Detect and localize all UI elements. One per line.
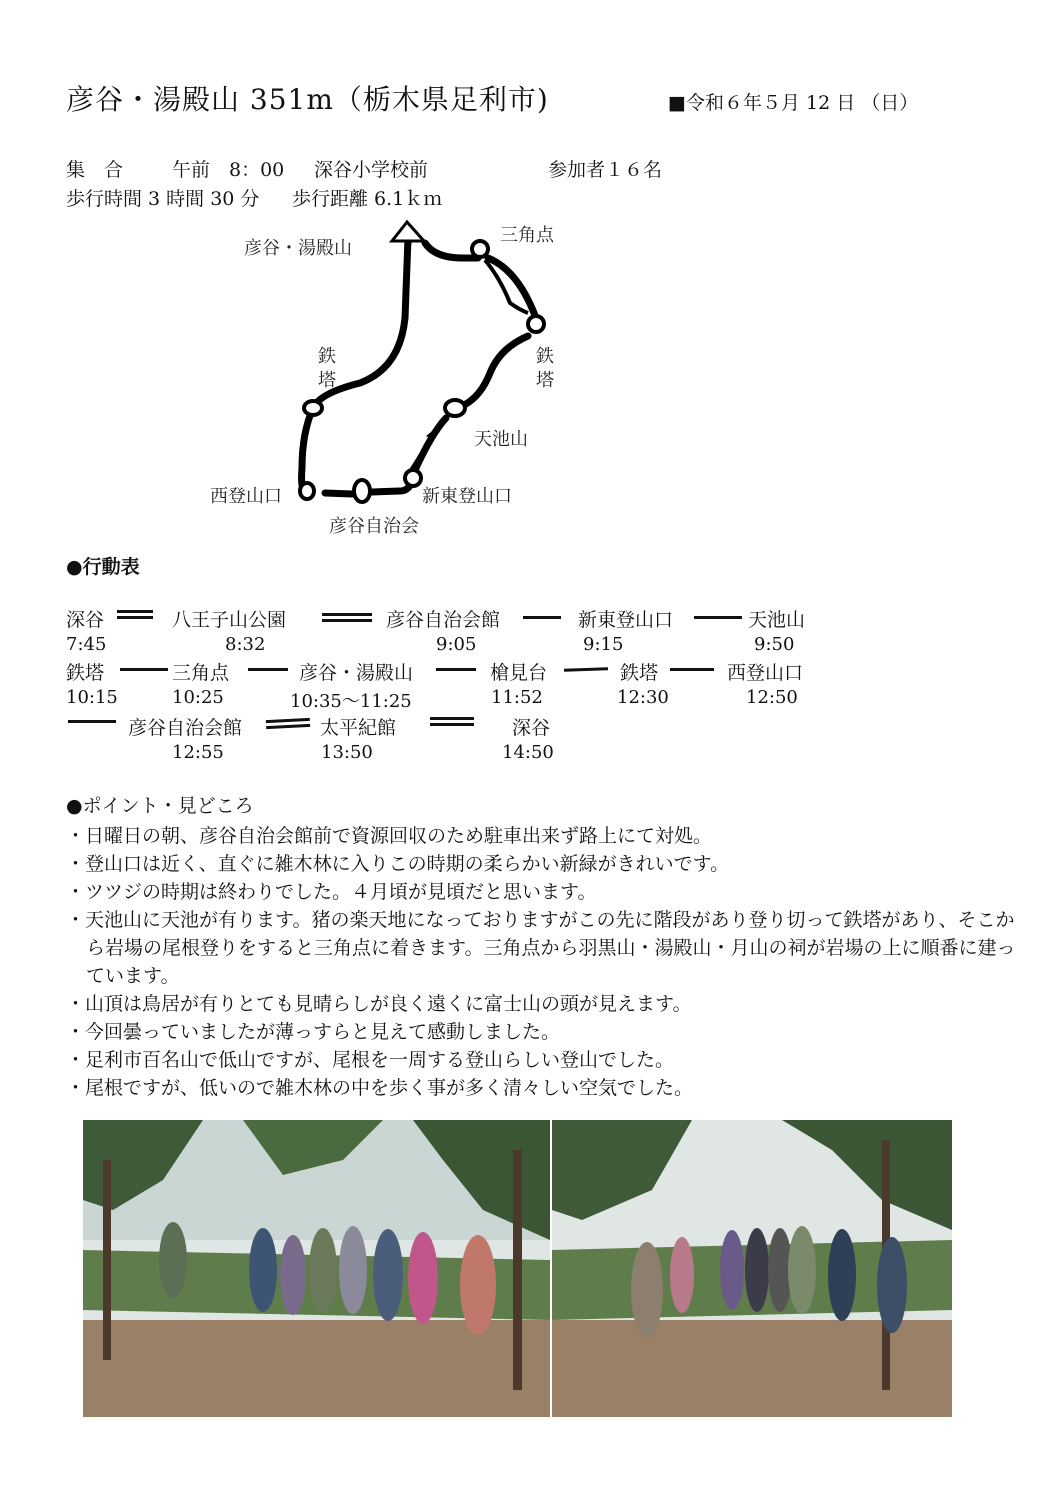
schedule-time: 8:32: [225, 634, 266, 655]
map-label-triangulation: 三角点: [500, 225, 554, 246]
map-label-tower-right-2: 塔: [536, 370, 554, 391]
map-label-tower-right-1: 鉄: [536, 346, 554, 367]
participants: 参加者１６名: [548, 159, 663, 181]
route-line-double: [266, 718, 310, 729]
points-section: [66, 792, 1016, 1102]
schedule-time: 10:15: [66, 687, 118, 708]
map-label-west-trailhead: 西登山口: [210, 486, 282, 507]
schedule-time: 10:35～11:25: [290, 691, 412, 712]
route-line-double: [322, 613, 372, 622]
route-line-single: [248, 668, 288, 671]
new-east-trailhead-node: [405, 470, 421, 486]
schedule-time: 12:50: [746, 687, 798, 708]
west-trailhead-node: [300, 483, 314, 499]
list-item: ・今回曇っていましたが薄っすらと見えて感動しました。: [66, 1021, 561, 1043]
map-label-hall: 彦谷自治会: [329, 516, 419, 537]
walking-distance: 歩行距離 6.1ｋｍ: [292, 188, 443, 210]
schedule-time: 9:15: [583, 634, 624, 655]
meeting-time: 午前 8：00: [172, 159, 285, 181]
tower-left-node: [304, 401, 322, 415]
map-label-summit: 彦谷・湯殿山: [244, 238, 352, 259]
route-line-single: [670, 668, 714, 671]
schedule-time: 12:55: [172, 742, 224, 763]
map-label-tower-left-1: 鉄: [318, 346, 336, 367]
list-item: ・登山口は近く、直ぐに雑木林に入りこの時期の柔らかい新緑がきれいです。: [66, 853, 730, 875]
schedule-time: 11:52: [491, 687, 543, 708]
schedule-time: 12:30: [617, 687, 669, 708]
hall-node: [354, 480, 370, 502]
route-line-single: [120, 668, 168, 671]
route-line-single: [436, 668, 476, 671]
amaike-node: [445, 400, 465, 416]
schedule-place: 槍見台: [490, 662, 548, 684]
schedule-time: 10:25: [172, 687, 224, 708]
schedule-time: 7:45: [66, 634, 107, 655]
list-item: ・足利市百名山で低山ですが、尾根を一周する登山らしい登山でした。: [66, 1049, 675, 1071]
list-item: ・尾根ですが、低いので雑木林の中を歩く事が多く清々しい空気でした。: [66, 1077, 694, 1099]
route-line-single: [68, 720, 116, 723]
page-title: 彦谷・湯殿山 351m（栃木県足利市): [66, 83, 549, 116]
list-item: ・ツツジの時期は終わりでした。４月頃が見頃だと思います。: [66, 881, 597, 903]
tower-right-node: [528, 316, 544, 332]
points-heading: ●ポイント・見どころ: [66, 795, 254, 817]
route-line-single: [523, 616, 561, 619]
route-line-double: [117, 610, 153, 619]
schedule-heading: ●行動表: [66, 556, 140, 578]
group-photo-1: [83, 1120, 550, 1417]
schedule-place: 彦谷自治会館: [128, 717, 243, 739]
points-list: [66, 822, 1016, 1102]
map-label-new-east-trailhead: 新東登山口: [422, 486, 512, 507]
schedule-time: 13:50: [321, 742, 373, 763]
route-map: [200, 208, 580, 548]
schedule-place: 新東登山口: [578, 609, 674, 631]
route-line-single: [694, 616, 742, 619]
meeting-place: 深谷小学校前: [314, 159, 429, 181]
schedule-time: 9:50: [754, 634, 795, 655]
schedule-time: 14:50: [502, 742, 554, 763]
list-item: ・山頂は鳥居が有りとても見晴らしが良く遠くに富士山の頭が見えます。: [66, 993, 692, 1015]
schedule-place: 八王子山公園: [172, 609, 287, 631]
event-date: ■令和６年５月 12 日 （日）: [668, 92, 919, 114]
schedule-place: 西登山口: [727, 662, 804, 684]
schedule-place: 天池山: [748, 609, 806, 631]
map-label-tower-left-2: 塔: [318, 370, 336, 391]
group-photo-2: [552, 1120, 952, 1417]
meeting-label: 集 合: [66, 159, 124, 181]
map-label-amaike: 天池山: [474, 429, 528, 450]
schedule-place: 三角点: [172, 662, 230, 684]
route-line-double: [430, 717, 474, 726]
list-item: ・日曜日の朝、彦谷自治会館前で資源回収のため駐車出来ず路上にて対処。: [66, 825, 713, 847]
list-item: ・天池山に天池が有ります。猪の楽天地になっておりますがこの先に階段があり登り切って鉄塔があり、そこから岩場の尾根登りをすると三角点に着きます。三角点から羽黒山・湯殿山・月山の祠が岩場の上に順番に建っています。: [66, 909, 1016, 987]
schedule-place: 深谷: [66, 609, 105, 631]
summit-triangle-icon: [392, 222, 424, 241]
schedule-place: 彦谷自治会館: [386, 609, 501, 631]
schedule-place: 深谷: [512, 717, 551, 739]
schedule-place: 彦谷・湯殿山: [299, 662, 414, 684]
walking-time: 歩行時間 3 時間 30 分: [66, 188, 260, 210]
schedule-time: 9:05: [436, 634, 477, 655]
route-line-single: [564, 667, 608, 672]
triangulation-node: [472, 241, 488, 257]
schedule-place: 鉄塔: [66, 662, 105, 684]
schedule-place: 太平紀館: [320, 717, 397, 739]
schedule-place: 鉄塔: [620, 662, 659, 684]
